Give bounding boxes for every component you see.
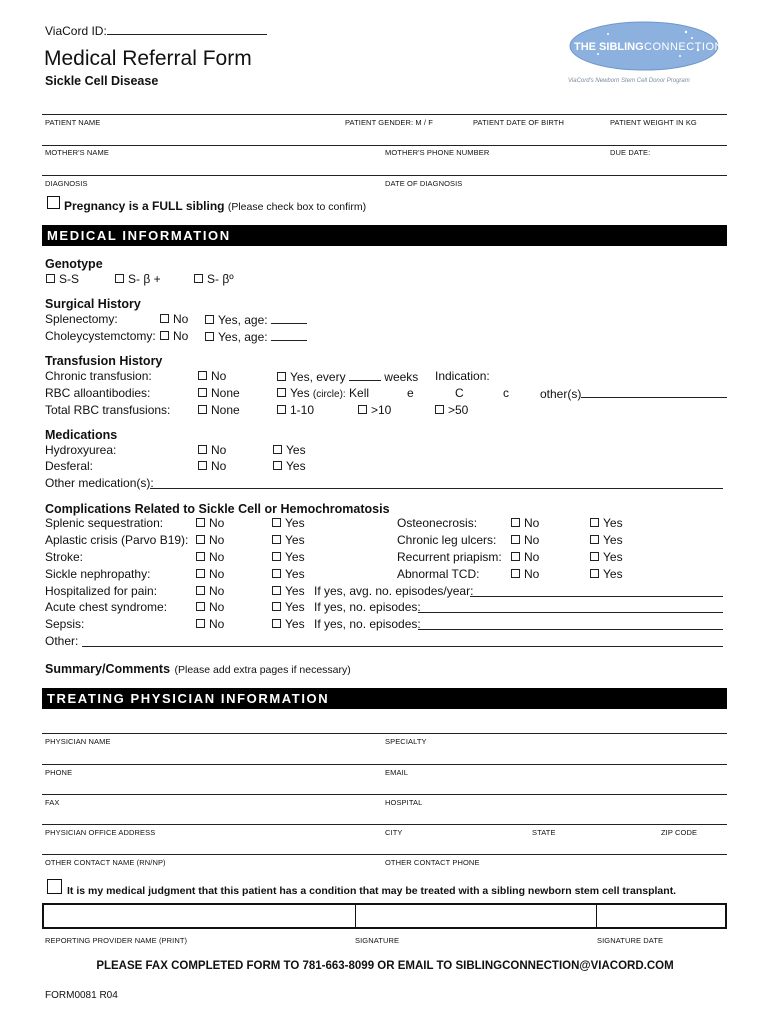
reporting-provider-label: REPORTING PROVIDER NAME (PRINT) — [45, 936, 188, 945]
rbc-allo-yes[interactable]: Yes (circle): Kell — [277, 386, 369, 400]
summary-bold: Summary/Comments — [45, 662, 171, 676]
total-rbc-none[interactable]: None — [198, 403, 240, 417]
medications-title: Medications — [45, 428, 118, 442]
comp-label-3: Sickle nephropathy: — [45, 567, 151, 581]
comp-right-label-3: Abnormal TCD: — [397, 567, 480, 581]
comp-right-label-2: Recurrent priapism: — [397, 550, 502, 564]
mother-name-label: MOTHER'S NAME — [45, 148, 109, 157]
complications-title: Complications Related to Sickle Cell or Hemochromatosis — [45, 502, 390, 516]
fax-instructions: PLEASE FAX COMPLETED FORM TO 781-663-8099 OR EMAIL TO SIBLINGCONNECTION@VIACORD.COM — [96, 960, 674, 972]
pregnancy-bold: Pregnancy is a FULL sibling — [64, 199, 225, 213]
reporting-provider-field[interactable] — [46, 906, 352, 926]
antibody-c[interactable]: c — [503, 386, 509, 400]
followup-label-0: If yes, avg. no. episodes/year: — [314, 584, 474, 598]
comp-label-5: Acute chest syndrome: — [45, 600, 168, 614]
date-diagnosis-label: DATE OF DIAGNOSIS — [385, 179, 463, 188]
total-rbc-gt50[interactable]: >50 — [435, 403, 468, 417]
page-title: Medical Referral Form — [44, 47, 252, 70]
city-label: CITY — [385, 828, 403, 837]
pregnancy-checkbox[interactable] — [47, 196, 60, 214]
phone-label: PHONE — [45, 768, 73, 777]
other-contact-label: OTHER CONTACT NAME (RN/NP) — [45, 858, 166, 867]
comp-label-4: Hospitalized for pain: — [45, 584, 158, 598]
viacord-id-field[interactable] — [107, 23, 267, 35]
comp-no-4[interactable]: No — [196, 584, 224, 598]
fax-label: FAX — [45, 798, 60, 807]
hydroxyurea-yes[interactable]: Yes — [273, 443, 306, 457]
indication-label: Indication: — [435, 369, 490, 383]
page-subtitle: Sickle Cell Disease — [45, 74, 159, 88]
comp-yes-4[interactable]: Yes — [272, 584, 305, 598]
patient-dob-label: PATIENT DATE OF BIRTH — [473, 118, 564, 127]
comp-yes-2[interactable]: Yes — [272, 550, 305, 564]
comp-label-2: Stroke: — [45, 550, 84, 564]
comp-yes-5[interactable]: Yes — [272, 600, 305, 614]
chronic-yes[interactable]: Yes, every weeks — [277, 369, 418, 384]
specialty-label: SPECIALTY — [385, 737, 427, 746]
fax-field[interactable] — [42, 794, 727, 795]
pregnancy-confirm — [64, 199, 366, 213]
zip-label: ZIP CODE — [661, 828, 698, 837]
diagnosis-label: DIAGNOSIS — [45, 179, 88, 188]
transfusion-title: Transfusion History — [45, 354, 163, 368]
genotype-sb-plus[interactable]: S- β + — [115, 272, 161, 286]
antibody-others[interactable]: other(s) — [540, 386, 727, 401]
signature-divider — [596, 905, 597, 927]
due-date-label: DUE DATE: — [610, 148, 651, 157]
physician-info-bar: TREATING PHYSICIAN INFORMATION — [42, 688, 727, 709]
comp-no-1[interactable]: No — [196, 533, 224, 547]
comp-no-6[interactable]: No — [196, 617, 224, 631]
comp-yes-0[interactable]: Yes — [272, 516, 305, 530]
email-label: EMAIL — [385, 768, 409, 777]
antibody-e[interactable]: e — [407, 386, 414, 400]
office-address-field[interactable] — [42, 824, 727, 825]
comp-right-yes-0[interactable]: Yes — [590, 516, 623, 530]
comp-right-no-3[interactable]: No — [511, 567, 539, 581]
viacord-id — [45, 23, 267, 38]
comp-label-6: Sepsis: — [45, 617, 85, 631]
signature-date-label: SIGNATURE DATE — [597, 936, 664, 945]
comp-right-yes-1[interactable]: Yes — [590, 533, 623, 547]
comp-label-0: Splenic sequestration: — [45, 516, 164, 530]
comp-yes-1[interactable]: Yes — [272, 533, 305, 547]
divider — [42, 114, 727, 115]
signature-field[interactable] — [360, 906, 593, 926]
pregnancy-note: (Please check box to confirm) — [227, 201, 367, 213]
total-rbc-label: Total RBC transfusions: — [45, 403, 171, 417]
followup-label-1: If yes, no. episodes: — [314, 600, 421, 614]
other-contact-field[interactable] — [42, 854, 727, 855]
hospital-label: HOSPITAL — [385, 798, 423, 807]
summary-note: (Please add extra pages if necessary) — [174, 664, 351, 676]
splenectomy-label: Splenectomy: — [45, 312, 118, 326]
sibling-connection-logo — [568, 20, 720, 86]
hydroxyurea-no[interactable]: No — [198, 443, 226, 457]
signature-date-field[interactable] — [601, 906, 723, 926]
comp-right-no-0[interactable]: No — [511, 516, 539, 530]
splenectomy-yes[interactable]: Yes, age: — [205, 312, 307, 327]
logo-text-2: CONNECTION — [644, 41, 720, 53]
comp-label-1: Aplastic crisis (Parvo B19): — [45, 533, 189, 547]
comp-no-2[interactable]: No — [196, 550, 224, 564]
comp-right-yes-3[interactable]: Yes — [590, 567, 623, 581]
rbc-allo-label: RBC alloantibodies: — [45, 386, 151, 400]
cholecystectomy-yes[interactable]: Yes, age: — [205, 329, 307, 344]
other-medication-field[interactable] — [150, 488, 723, 489]
comp-right-label-0: Osteonecrosis: — [397, 516, 478, 530]
form-id: FORM0081 R04 — [45, 990, 118, 1001]
mother-name-field[interactable] — [42, 145, 727, 146]
comp-right-label-1: Chronic leg ulcers: — [397, 533, 497, 547]
judgment-checkbox[interactable] — [47, 879, 62, 899]
signature-divider — [355, 905, 356, 927]
chronic-no[interactable]: No — [198, 369, 226, 383]
other-medication-label: Other medication(s): — [45, 476, 154, 490]
rbc-allo-none[interactable]: None — [198, 386, 240, 400]
chronic-transfusion-label: Chronic transfusion: — [45, 369, 152, 383]
genotype-title: Genotype — [45, 257, 103, 271]
other-phone-label: OTHER CONTACT PHONE — [385, 858, 480, 867]
diagnosis-field[interactable] — [42, 175, 727, 176]
comp-yes-6[interactable]: Yes — [272, 617, 305, 631]
medical-info-bar: MEDICAL INFORMATION — [42, 225, 727, 246]
splenectomy-no[interactable]: No — [160, 312, 188, 326]
comp-yes-3[interactable]: Yes — [272, 567, 305, 581]
antibody-C[interactable]: C — [455, 386, 464, 400]
genotype-ss[interactable]: S-S — [46, 272, 79, 286]
patient-gender-label: PATIENT GENDER: M / F — [345, 118, 433, 127]
office-address-label: PHYSICIAN OFFICE ADDRESS — [45, 828, 156, 837]
patient-name-label: PATIENT NAME — [45, 118, 101, 127]
desferal-no[interactable]: No — [198, 459, 226, 473]
phone-field[interactable] — [42, 764, 727, 765]
followup-field-2[interactable] — [418, 629, 723, 630]
cholecystectomy-label: Choleycystemctomy: — [45, 329, 156, 343]
comp-right-yes-2[interactable]: Yes — [590, 550, 623, 564]
logo-tagline: ViaCord's Newborn Stem Cell Donor Program — [568, 78, 690, 84]
summary-comments — [45, 660, 351, 678]
comp-right-no-1[interactable]: No — [511, 533, 539, 547]
desferal-label: Desferal: — [45, 459, 94, 473]
cholecystectomy-no[interactable]: No — [160, 329, 188, 343]
followup-field-1[interactable] — [418, 612, 723, 613]
signature-label: SIGNATURE — [355, 936, 400, 945]
surgical-title: Surgical History — [45, 297, 141, 311]
viacord-id-label: ViaCord ID: — [45, 24, 107, 38]
physician-name-field[interactable] — [42, 733, 727, 734]
total-rbc-1-10[interactable]: 1-10 — [277, 403, 314, 417]
state-label: STATE — [532, 828, 556, 837]
comp-no-0[interactable]: No — [196, 516, 224, 530]
desferal-yes[interactable]: Yes — [273, 459, 306, 473]
comp-other-label: Other: — [45, 634, 79, 648]
judgment-statement: It is my medical judgment that this patient has a condition that may be treated with a sibling newborn stem cell transplant. — [67, 885, 677, 897]
comp-no-3[interactable]: No — [196, 567, 224, 581]
patient-weight-label: PATIENT WEIGHT IN KG — [610, 118, 697, 127]
comp-no-5[interactable]: No — [196, 600, 224, 614]
logo-text-1: THE SIBLING — [574, 41, 644, 53]
hydroxyurea-label: Hydroxyurea: — [45, 443, 117, 457]
physician-name-label: PHYSICIAN NAME — [45, 737, 111, 746]
comp-right-no-2[interactable]: No — [511, 550, 539, 564]
comp-other-field[interactable] — [82, 646, 723, 647]
mother-phone-label: MOTHER'S PHONE NUMBER — [385, 148, 490, 157]
followup-label-2: If yes, no. episodes: — [314, 617, 421, 631]
genotype-sb-zero[interactable]: S- βº — [194, 272, 234, 286]
followup-field-0[interactable] — [470, 596, 723, 597]
total-rbc-gt10[interactable]: >10 — [358, 403, 391, 417]
signature-box — [42, 903, 727, 929]
